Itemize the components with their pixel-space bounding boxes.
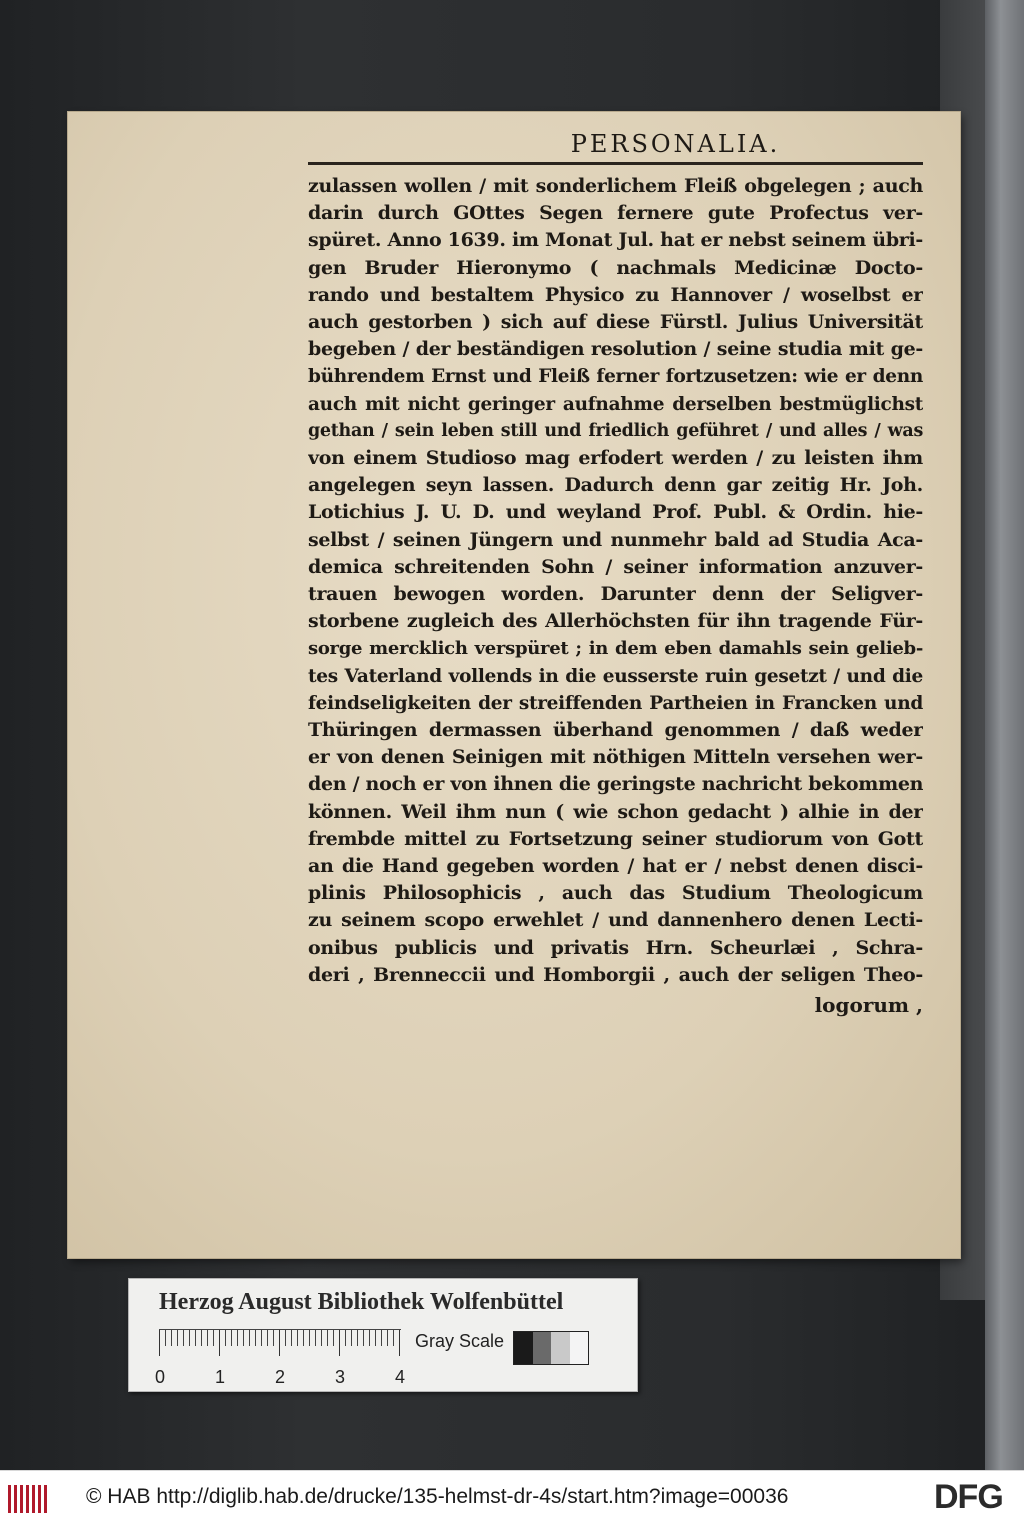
text-line: angelegen seyn lassen. Dadurch denn gar zeitig Hr. Joh. — [308, 474, 923, 497]
text-line: den / noch er von ihnen die geringste nachricht bekommen — [308, 773, 923, 796]
text-line: trauen bewogen worden. Darunter denn der Seligver- — [308, 583, 923, 606]
ruler-number: 2 — [275, 1367, 286, 1387]
ruler-number: 3 — [335, 1367, 346, 1387]
text-line: gen Bruder Hieronymo ( nachmals Medicinæ Docto- — [308, 256, 923, 279]
page-text-block — [308, 130, 923, 1019]
text-line: rando und bestaltem Physico zu Hannover / woselbst er — [308, 283, 923, 306]
text-line: feindseligkeiten der streiffenden Partheien in Francken und — [308, 692, 923, 714]
ruler-major-tick — [279, 1330, 280, 1356]
library-name: Herzog August Bibliothek Wolfenbüttel — [159, 1289, 564, 1315]
text-line: an die Hand gegeben worden / hat er / nebst denen disci- — [308, 855, 923, 878]
text-line: plinis Philosophicis , auch das Studium Theologicum — [308, 882, 923, 905]
text-line: darin durch GOttes Segen fernere gute Profectus ver- — [308, 202, 923, 225]
text-line: onibus publicis und privatis Hrn. Scheurlæi , Schra- — [308, 936, 923, 959]
ruler-major-tick — [219, 1330, 220, 1356]
gray-swatch — [533, 1332, 552, 1364]
scale-ruler — [159, 1329, 401, 1366]
text-line: Thüringen dermassen überhand genommen / daß weder — [308, 719, 923, 742]
dfg-logo[interactable]: DFG — [934, 1478, 1003, 1516]
source-url[interactable]: © HAB http://diglib.hab.de/drucke/135-helmst-dr-4s/start.htm?image=00036 — [86, 1485, 789, 1508]
text-line: zulassen wollen / mit sonderlichem Fleiß obgelegen ; auch — [308, 175, 923, 197]
text-line: Lotichius J. U. D. und weyland Prof. Publ. & Ordin. hie- — [308, 501, 923, 524]
catchword: logorum , — [814, 993, 923, 1018]
body-text — [308, 173, 923, 989]
text-line: deri , Brenneccii und Homborgii , auch der seligen Theo- — [308, 963, 923, 986]
text-line: sorge mercklich verspüret ; in dem eben damahls sein gelieb- — [308, 638, 923, 660]
ruler-major-tick — [159, 1330, 160, 1356]
text-line: storbene zugleich des Allerhöchsten für ihn tragende Für- — [308, 610, 923, 633]
gray-swatch — [514, 1332, 533, 1364]
footer-bar — [0, 1470, 1024, 1524]
text-line: auch gestorben ) sich auf diese Fürstl. Julius Universität — [308, 311, 923, 334]
header-rule — [308, 162, 923, 165]
text-line: selbst / seinen Jüngern und nunmehr bald ad Studia Aca- — [308, 528, 923, 551]
text-line: begeben / der beständigen resolution / seine studia mit ge- — [308, 338, 923, 361]
text-line: er von denen Seinigen mit nöthigen Mitteln versehen wer- — [308, 746, 923, 769]
ruler-major-tick — [339, 1330, 340, 1356]
ruler-number: 4 — [395, 1367, 406, 1387]
text-line: bührendem Ernst und Fleiß ferner fortzusetzen: wie er denn — [308, 366, 923, 388]
text-line: demica schreitenden Sohn / seiner information anzuver- — [308, 555, 923, 578]
text-line: gethan / sein leben still und friedlich geführet / und alles / was — [308, 420, 923, 441]
scanner-side-strip — [985, 0, 1024, 1470]
gray-scale-label: Gray Scale — [415, 1331, 505, 1351]
text-line: spüret. Anno 1639. im Monat Jul. hat er nebst seinem übri- — [308, 229, 923, 252]
text-line: von einem Studioso mag erfodert werden / zu leisten ihm — [308, 447, 923, 470]
gray-swatch — [570, 1332, 589, 1364]
running-head: PERSONALIA. — [570, 130, 781, 158]
text-line: können. Weil ihm nun ( wie schon gedacht ) alhie in der — [308, 800, 923, 823]
ruler-number: 1 — [215, 1367, 226, 1387]
text-line: frembde mittel zu Fortsetzung seiner studiorum von Gott — [308, 827, 923, 850]
ruler-major-tick — [399, 1330, 400, 1356]
text-line: auch mit nicht geringer aufnahme derselben bestmüglichst — [308, 393, 923, 415]
color-calibration-bar — [128, 1278, 638, 1392]
text-line: zu seinem scopo erwehlet / und dannenhero denen Lecti- — [308, 909, 923, 932]
hab-barcode-logo-icon[interactable] — [8, 1485, 50, 1513]
gray-swatch — [551, 1332, 570, 1364]
text-line: tes Vaterland vollends in die eusserste ruin gesetzt / und die — [308, 665, 923, 687]
ruler-number: 0 — [155, 1367, 166, 1387]
scanned-book-page — [68, 112, 960, 1258]
gray-scale-swatches — [513, 1331, 589, 1365]
